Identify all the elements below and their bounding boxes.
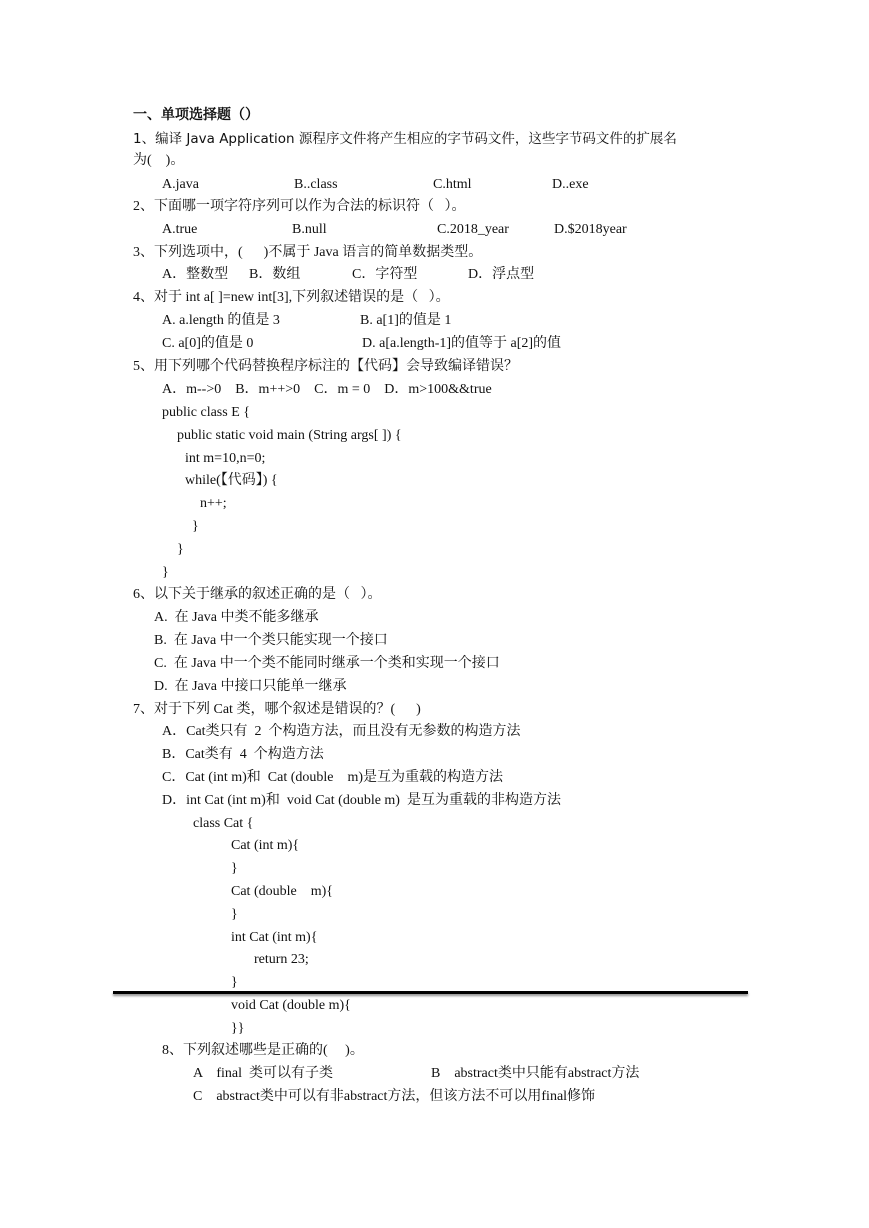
q8-option-c: C abstract类中可以有非abstract方法，但该方法不可以用final修饰: [193, 1089, 596, 1104]
q4-text: 4、对于 int a[ ]=new int[3],下列叙述错误的是（ ）。: [133, 290, 450, 305]
q2-text: 2、下面哪一项字符序列可以作为合法的标识符（ ）。: [133, 199, 466, 214]
q7-code-line: }: [231, 861, 238, 876]
q6-option-a: A. 在 Java 中类不能多继承: [154, 610, 319, 625]
q2-option-c: C.2018_year: [437, 222, 509, 237]
q7-text: 7、对于下列 Cat 类，哪个叙述是错误的？( ): [133, 702, 421, 717]
q7-code-line: class Cat {: [193, 816, 254, 831]
q5-code-line: public static void main (String args[ ]) {: [177, 428, 402, 443]
q6-option-b: B. 在 Java 中一个类只能实现一个接口: [154, 633, 388, 648]
q6-option-d: D. 在 Java 中接口只能单一继承: [154, 679, 347, 694]
q5-code-line: int m=10,n=0;: [185, 451, 266, 466]
q7-option-c: C．Cat (int m)和 Cat (double m)是互为重载的构造方法: [162, 770, 504, 785]
q7-code-line: }: [231, 907, 238, 922]
q5-code-line: public class E {: [162, 405, 250, 420]
q1-text-line1: 1、编译 Java Application 源程序文件将产生相应的字节码文件，这些字节码文件的扩展名: [133, 131, 677, 147]
q1-option-b: B..class: [294, 177, 338, 192]
q8-option-a: A final 类可以有子类: [193, 1066, 333, 1081]
q6-option-c: C. 在 Java 中一个类不能同时继承一个类和实现一个接口: [154, 656, 500, 671]
q5-code-line: }: [177, 542, 184, 557]
q8-option-b: B abstract类中只能有abstract方法: [431, 1066, 640, 1081]
q6-text: 6、以下关于继承的叙述正确的是（ ）。: [133, 587, 382, 602]
q8-text: 8、下列叙述哪些是正确的( )。: [162, 1043, 364, 1058]
page-divider: [113, 991, 748, 994]
q3-option-b: B．数组: [249, 267, 301, 282]
q7-code-line: }: [231, 975, 238, 990]
q2-option-b: B.null: [292, 222, 327, 237]
q7-code-line: }}: [231, 1021, 245, 1036]
q7-code-line: Cat (double m){: [231, 884, 333, 899]
q1-text-line2: 为( )。: [133, 153, 185, 168]
q7-option-a: A．Cat类只有 2 个构造方法，而且没有无参数的构造方法: [162, 724, 521, 739]
q2-option-a: A.true: [162, 222, 198, 237]
q4-option-c: C. a[0]的值是 0: [162, 336, 254, 351]
section-title: 一、单项选择题（）: [133, 108, 259, 123]
q7-option-b: B．Cat类有 4 个构造方法: [162, 747, 324, 762]
q4-option-d: D. a[a.length-1]的值等于 a[2]的值: [362, 336, 562, 351]
q7-code-line: return 23;: [254, 952, 309, 967]
q1-option-d: D..exe: [552, 177, 589, 192]
q3-option-a: A．整数型: [162, 267, 229, 282]
q7-code-line: Cat (int m){: [231, 838, 300, 853]
q1-option-a: A.java: [162, 177, 199, 192]
q7-option-d: D．int Cat (int m)和 void Cat (double m) 是互为重载的非构造方法: [162, 793, 561, 808]
q4-option-b: B. a[1]的值是 1: [360, 313, 452, 328]
q3-option-c: C．字符型: [352, 267, 418, 282]
q3-text: 3、下列选项中，( )不属于 Java 语言的简单数据类型。: [133, 245, 483, 260]
q5-code-line: n++;: [200, 496, 227, 511]
q5-code-line: }: [162, 565, 169, 580]
q3-option-d: D．浮点型: [468, 267, 535, 282]
q1-option-c: C.html: [433, 177, 472, 192]
q5-code-line: }: [192, 519, 199, 534]
q5-code-line: while(【代码】) {: [185, 473, 278, 488]
q7-code-line: void Cat (double m){: [231, 998, 351, 1013]
q2-option-d: D.$2018year: [554, 222, 627, 237]
q5-options: A．m-->0 B．m++>0 C．m = 0 D．m>100&&true: [162, 382, 492, 397]
q7-code-line: int Cat (int m){: [231, 930, 318, 945]
q5-text: 5、用下列哪个代码替换程序标注的【代码】会导致编译错误？: [133, 359, 518, 374]
q4-option-a: A. a.length 的值是 3: [162, 313, 280, 328]
